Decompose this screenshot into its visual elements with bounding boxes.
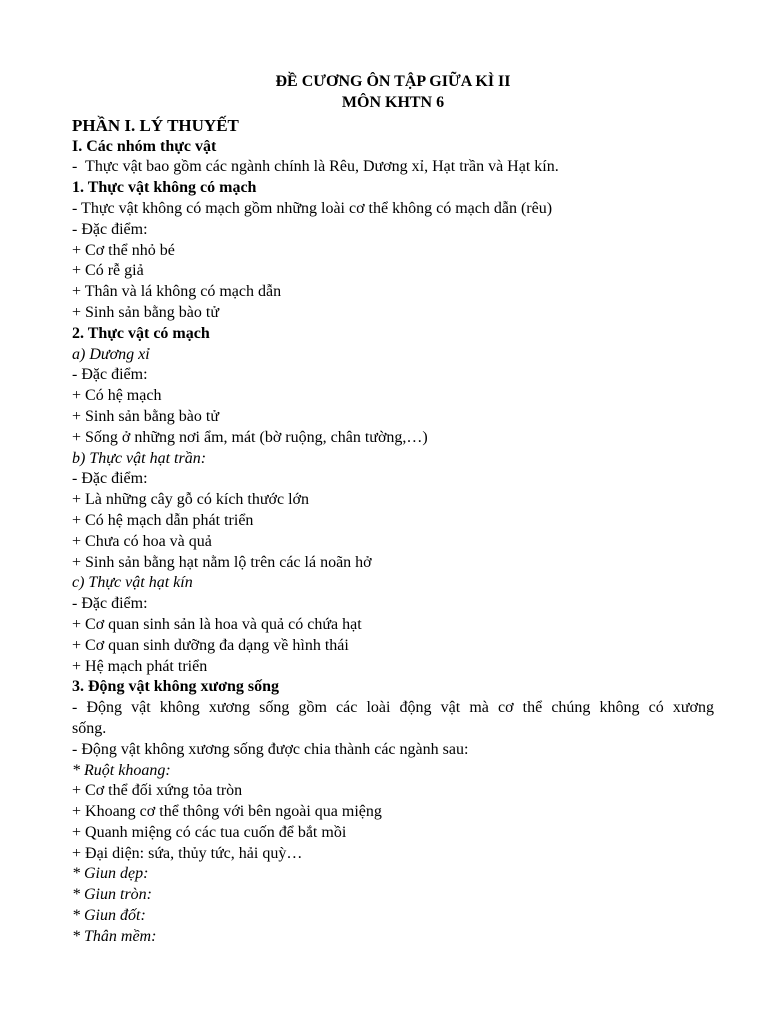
text-line: - Đặc điểm: bbox=[72, 366, 148, 384]
bullet-line: + Thân và lá không có mạch dẫn bbox=[72, 283, 282, 301]
text-line: - Thực vật không có mạch gồm những loài cơ thể không có mạch dẫn (rêu) bbox=[72, 199, 553, 217]
bullet-line: + Chưa có hoa và quả bbox=[72, 532, 212, 550]
italic-subheading: * Giun dẹp: bbox=[72, 865, 149, 883]
subsection-heading: 1. Thực vật không có mạch bbox=[72, 179, 257, 197]
italic-subheading: * Ruột khoang: bbox=[72, 761, 171, 779]
italic-subheading: * Giun đốt: bbox=[72, 907, 146, 925]
subsection-heading: 2. Thực vật có mạch bbox=[72, 324, 210, 342]
text-line: sống. bbox=[72, 719, 107, 737]
document-subtitle: MÔN KHTN 6 bbox=[341, 93, 445, 111]
bullet-line: + Là những cây gỗ có kích thước lớn bbox=[72, 491, 310, 509]
text-line: - Đặc điểm: bbox=[72, 595, 148, 613]
italic-subheading: c) Thực vật hạt kín bbox=[72, 574, 193, 592]
bullet-line: + Có hệ mạch dẫn phát triển bbox=[72, 511, 254, 529]
bullet-line: + Sinh sản bằng bào tử bbox=[72, 407, 220, 425]
text-line: - Thực vật bao gồm các ngành chính là Rêu, Dương xỉ, Hạt trần và Hạt kín. bbox=[72, 158, 559, 176]
bullet-line: + Sinh sản bằng bào tử bbox=[72, 303, 220, 321]
italic-subheading: a) Dương xỉ bbox=[72, 345, 150, 363]
bullet-line: + Cơ quan sinh dưỡng đa dạng về hình thái bbox=[72, 636, 349, 654]
bullet-line: + Sống ở những nơi ẩm, mát (bờ ruộng, chân tường,…) bbox=[72, 428, 428, 446]
bullet-line: + Đại diện: sứa, thủy tức, hải quỳ… bbox=[72, 844, 303, 862]
part-heading: PHẦN I. LÝ THUYẾT bbox=[72, 115, 239, 135]
bullet-line: + Cơ thể nhỏ bé bbox=[72, 241, 175, 259]
italic-subheading: * Giun tròn: bbox=[72, 886, 152, 904]
text-line: - Động vật không xương sống gồm các loài động vật mà cơ thể chúng không có xương bbox=[72, 699, 714, 717]
italic-subheading: * Thân mềm: bbox=[72, 927, 157, 945]
bullet-line: + Cơ thể đối xứng tỏa tròn bbox=[72, 782, 243, 800]
bullet-line: + Có hệ mạch bbox=[72, 387, 162, 405]
text-line: - Động vật không xương sống được chia thành các ngành sau: bbox=[72, 740, 469, 758]
document-title: ĐỀ CƯƠNG ÔN TẬP GIỮA KÌ II bbox=[275, 73, 511, 90]
bullet-line: + Sinh sản bằng hạt nằm lộ trên các lá noãn hở bbox=[72, 553, 372, 571]
bullet-line: + Khoang cơ thể thông với bên ngoài qua miệng bbox=[72, 803, 382, 821]
bullet-line: + Hệ mạch phát triển bbox=[72, 657, 208, 675]
italic-subheading: b) Thực vật hạt trần: bbox=[72, 449, 207, 467]
section-heading: I. Các nhóm thực vật bbox=[72, 137, 217, 155]
bullet-line: + Quanh miệng có các tua cuốn để bắt mồi bbox=[72, 823, 347, 841]
text-line: - Đặc điểm: bbox=[72, 470, 148, 488]
text-line: - Đặc điểm: bbox=[72, 220, 148, 238]
bullet-line: + Cơ quan sinh sản là hoa và quả có chứa hạt bbox=[72, 615, 362, 633]
subsection-heading: 3. Động vật không xương sống bbox=[72, 678, 279, 696]
bullet-line: + Có rễ giả bbox=[72, 262, 144, 280]
